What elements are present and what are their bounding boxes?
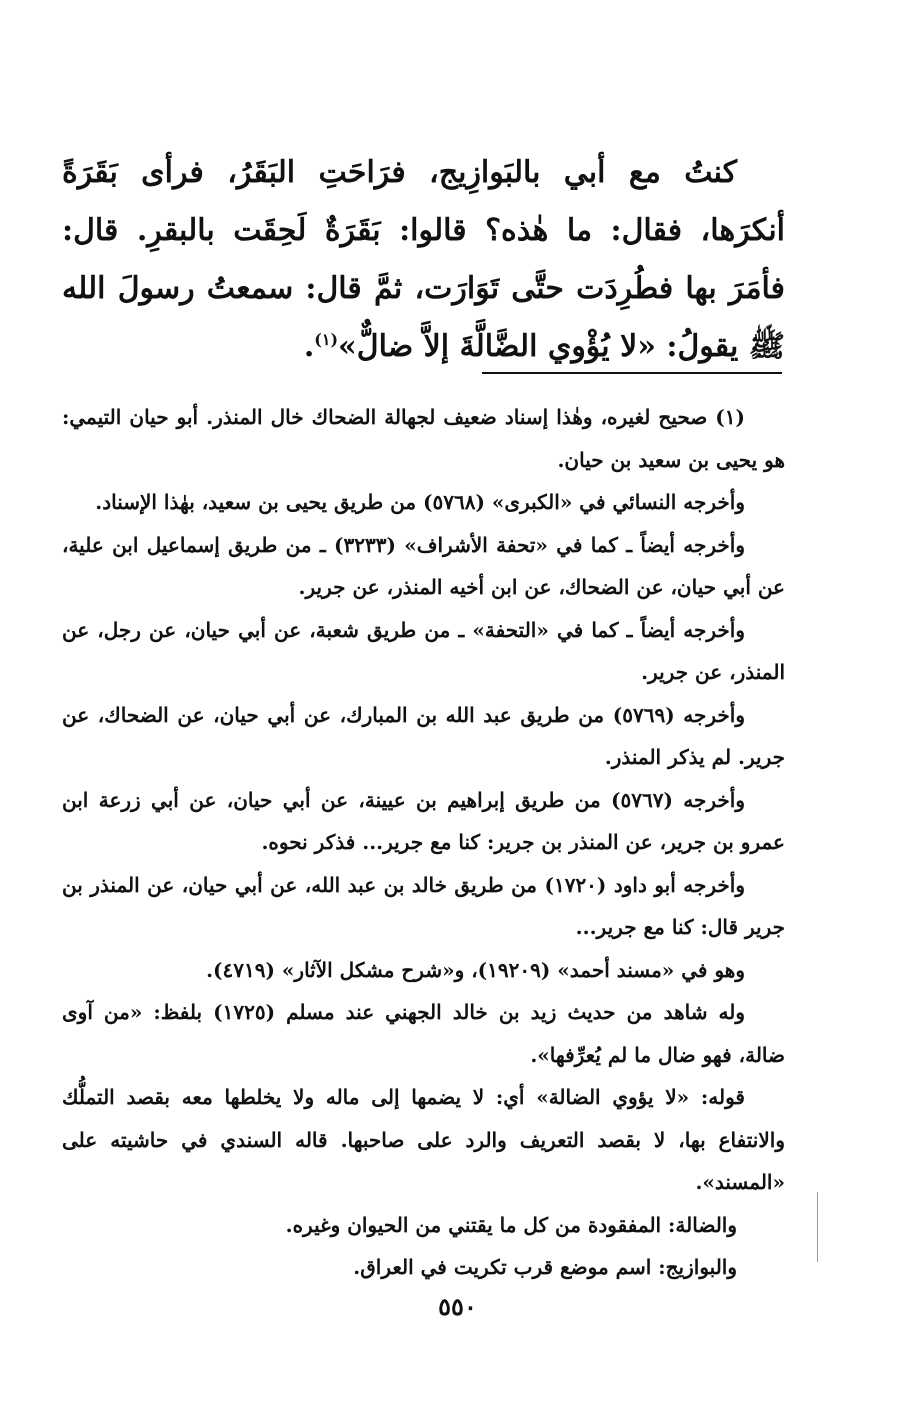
hadith-body: كنتُ مع أبي بالبَوازِيج، فرَاحَتِ البَقَرُ، فرأى بَقَرَةً أنكرَها، فقال: ما هٰذه؟ قالوا: بَقَرَةٌ لَحِقَت بالبقرِ. قال: فأمَرَ بها فطُرِدَت حتَّى تَوَارَت، ثمَّ قال: سمعتُ رسولَ الله ﷺ يقولُ: «لا يُؤْوي الضَّالَّةَ إلاَّ ضالٌّ» <box>62 155 785 364</box>
footnote-paragraph: وأخرجه أيضاً ـ كما في «تحفة الأشراف» (٣٢٣٣) ـ من طريق إسماعيل ابن علية، عن أبي حيان، عن الضحاك، عن ابن أخيه المنذر، عن جرير. <box>62 532 785 599</box>
scan-edge-mark <box>817 1192 818 1262</box>
footnote-paragraph: (١) صحيح لغيره، وهٰذا إسناد ضعيف لجهالة الضحاك خال المنذر. أبو حيان التيمي: هو يحيى بن سعيد بن حيان. <box>62 405 785 472</box>
footnote-paragraph: وهو في «مسند أحمد» (١٩٢٠٩)، و«شرح مشكل الآثار» (٤٧١٩). <box>206 957 745 982</box>
page-number: ٥٥٠ <box>438 1292 477 1321</box>
footnote-paragraph: قوله: «لا يؤوي الضالة» أي: لا يضمها إلى ماله ولا يخلطها معه بقصد التملُّك والانتفاع بها، لا بقصد التعريف والرد على صاحبها. قاله السندي في حاشيته على «المسند». <box>62 1085 785 1194</box>
footnote-paragraph: والضالة: المفقودة من كل ما يقتني من الحيوان وغيره. <box>285 1212 737 1237</box>
footnote-paragraph: وأخرجه أيضاً ـ كما في «التحفة» ـ من طريق شعبة، عن أبي حيان، عن رجل، عن المنذر، عن جرير. <box>62 617 785 684</box>
footnote-paragraph: والبوازيج: اسم موضع قرب تكريت في العراق. <box>353 1255 737 1279</box>
footnote-reference: (١) <box>314 330 339 349</box>
footnote-paragraph: وأخرجه النسائي في «الكبرى» (٥٧٦٨) من طريق يحيى بن سعيد، بهٰذا الإسناد. <box>95 490 745 514</box>
hadith-text <box>62 144 785 376</box>
footnote-paragraph: وأخرجه (٥٧٦٧) من طريق إبراهيم بن عيينة، عن أبي حيان، عن أبي زرعة ابن عمرو بن جرير، عن المنذر بن جرير: كنا مع جرير... فذكر نحوه. <box>62 787 785 854</box>
footnote-separator <box>482 372 782 374</box>
footnote-paragraph: وأخرجه (٥٧٦٩) من طريق عبد الله بن المبارك، عن أبي حيان، عن الضحاك، عن جرير. لم يذكر المنذر. <box>62 702 785 769</box>
footnote-paragraph: وأخرجه أبو داود (١٧٢٠) من طريق خالد بن عبد الله، عن أبي حيان، عن المنذر بن جرير قال: كنا مع جرير... <box>62 872 785 939</box>
footnote-paragraph: وله شاهد من حديث زيد بن خالد الجهني عند مسلم (١٧٢٥) بلفظ: «من آوى ضالة، فهو ضال ما لم يُعرِّفها». <box>62 1000 785 1067</box>
hadith-end-punctuation: . <box>303 329 315 364</box>
footnotes-section <box>62 396 785 1289</box>
